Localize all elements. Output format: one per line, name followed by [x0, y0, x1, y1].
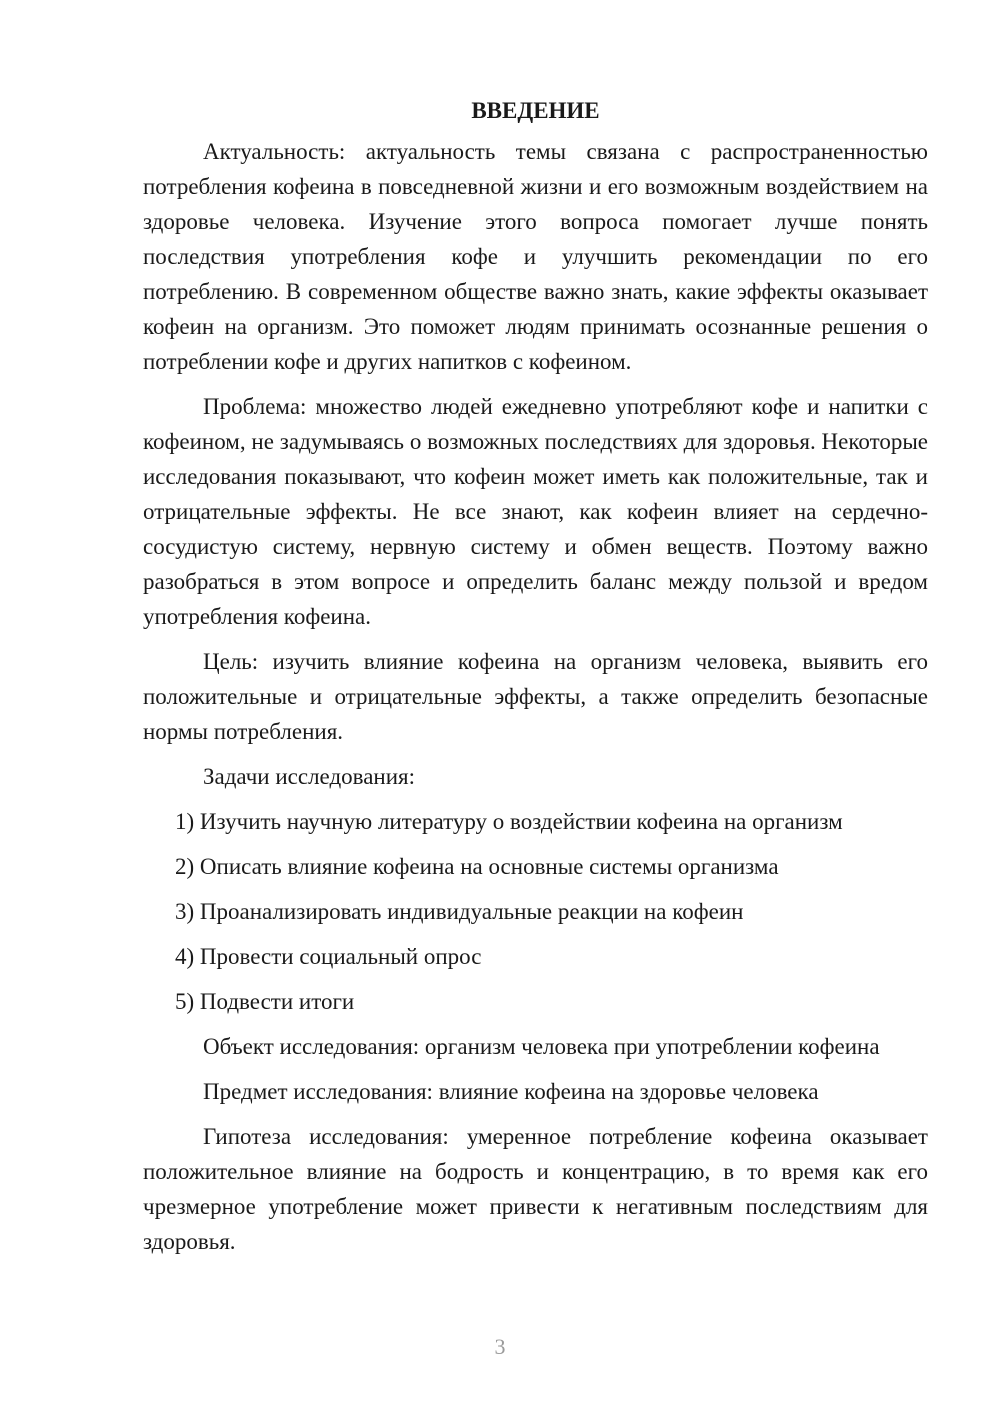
page-number: 3	[494, 1334, 506, 1359]
task-item: 4) Провести социальный опрос	[175, 944, 482, 969]
relevance-paragraph: Актуальность: актуальность темы связана с распространенностью потребления кофеина в повседневной жизни и его возможным воздействием на здоровье человека. Изучение этого вопроса помогает лучше понять последствия употребления кофе и улучшить рекомендации по его потреблению. В современном обществе важно знать, какие эффекты оказывает кофеин на организм. Это поможет людям принимать осознанные решения о потреблении кофе и других напитков с кофеином.	[143, 139, 928, 374]
problem-paragraph: Проблема: множество людей ежедневно употребляют кофе и напитки с кофеином, не задумываясь о возможных последствиях для здоровья. Некоторые исследования показывают, что кофеин может иметь как положительные, так и отрицательные эффекты. Не все знают, как кофеин влияет на сердечно-сосудистую систему, нервную систему и обмен веществ. Поэтому важно разобраться в этом вопросе и определить баланс между пользой и вредом употребления кофеина.	[143, 394, 928, 629]
task-item: 1) Изучить научную литературу о воздействии кофеина на организм	[175, 809, 843, 834]
object-paragraph: Объект исследования: организм человека при употреблении кофеина	[203, 1034, 880, 1059]
subject-paragraph: Предмет исследования: влияние кофеина на здоровье человека	[203, 1079, 819, 1104]
page-content	[143, 93, 928, 1269]
task-item: 3) Проанализировать индивидуальные реакции на кофеин	[175, 899, 744, 924]
tasks-list	[143, 804, 928, 1019]
goal-paragraph: Цель: изучить влияние кофеина на организм человека, выявить его положительные и отрицательные эффекты, а также определить безопасные нормы потребления.	[143, 649, 928, 744]
tasks-heading: Задачи исследования:	[203, 764, 416, 789]
hypothesis-paragraph: Гипотеза исследования: умеренное потребление кофеина оказывает положительное влияние на бодрость и концентрацию, в то время как его чрезмерное употребление может привести к негативным последствиям для здоровья.	[143, 1124, 928, 1254]
section-title: ВВЕДЕНИЕ	[471, 98, 600, 123]
task-item: 5) Подвести итоги	[175, 989, 355, 1014]
task-item: 2) Описать влияние кофеина на основные системы организма	[175, 854, 779, 879]
